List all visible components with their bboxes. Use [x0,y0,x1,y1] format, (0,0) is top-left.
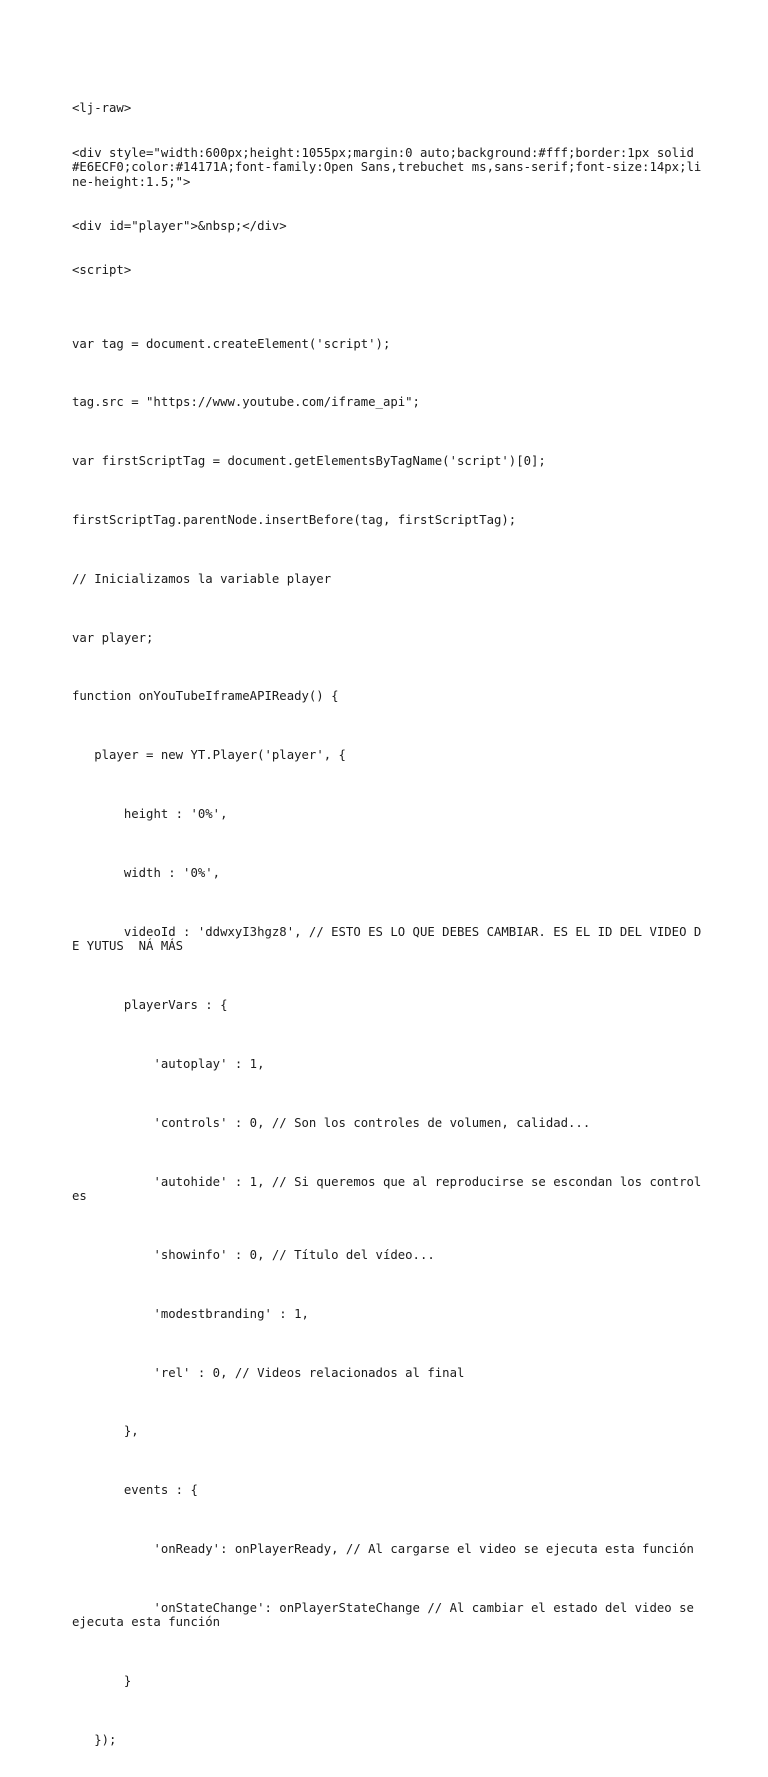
code-line-7: function onYouTubeIframeAPIReady() { [72,689,339,704]
code-line-23: } [72,1674,132,1689]
code-block [72,72,702,1777]
code-line-6: var player; [72,630,154,645]
code-line-5: // Inicializamos la variable player [72,571,332,586]
code-line-22: 'onStateChange': onPlayerStateChange // Al cambiar el estado del video se ejecuta esta función [72,1600,702,1630]
code-line-10: width : '0%', [72,865,221,880]
code-line-9: height : '0%', [72,807,228,822]
code-line-17: 'modestbranding' : 1, [72,1306,309,1321]
code-line-13: 'autoplay' : 1, [72,1056,265,1071]
code-line-11: videoId : 'ddwxyI3hgz8', // ESTO ES LO QUE DEBES CAMBIAR. ES EL ID DEL VIDEO DE YUTUS NÁ MÁS [72,924,702,954]
code-line-16: 'showinfo' : 0, // Título del vídeo... [72,1248,435,1262]
code-line-19: }, [72,1424,139,1439]
code-line-14: 'controls' : 0, // Son los controles de volumen, calidad... [72,1115,591,1130]
code-line-1: var tag = document.createElement('script'); [72,336,391,351]
header-line-3: <div id="player">&nbsp;</div> [72,219,287,234]
code-line-20: events : { [72,1483,198,1498]
code-line-18: 'rel' : 0, // Videos relacionados al final [72,1365,465,1380]
header-line-4: <script> [72,263,132,278]
header-line-1: <lj-raw> [72,101,132,116]
code-line-2: tag.src = "https://www.youtube.com/iframe_api"; [72,395,420,410]
code-line-15: 'autohide' : 1, // Si queremos que al reproducirse se escondan los controles [72,1174,702,1204]
code-line-24: }); [72,1733,117,1748]
code-line-3: var firstScriptTag = document.getElementsByTagName('script')[0]; [72,454,546,469]
code-line-4: firstScriptTag.parentNode.insertBefore(tag, firstScriptTag); [72,513,517,528]
code-line-12: playerVars : { [72,998,228,1013]
code-line-21: 'onReady': onPlayerReady, // Al cargarse el video se ejecuta esta función [72,1541,694,1556]
code-line-8: player = new YT.Player('player', { [72,748,346,763]
header-line-2: <div style="width:600px;height:1055px;margin:0 auto;background:#fff;border:1px solid #E6ECF0;color:#14171A;font-family:Open Sans,trebuchet ms,sans-serif;font-size:14px;line-height:1.5;"> [72,145,702,189]
